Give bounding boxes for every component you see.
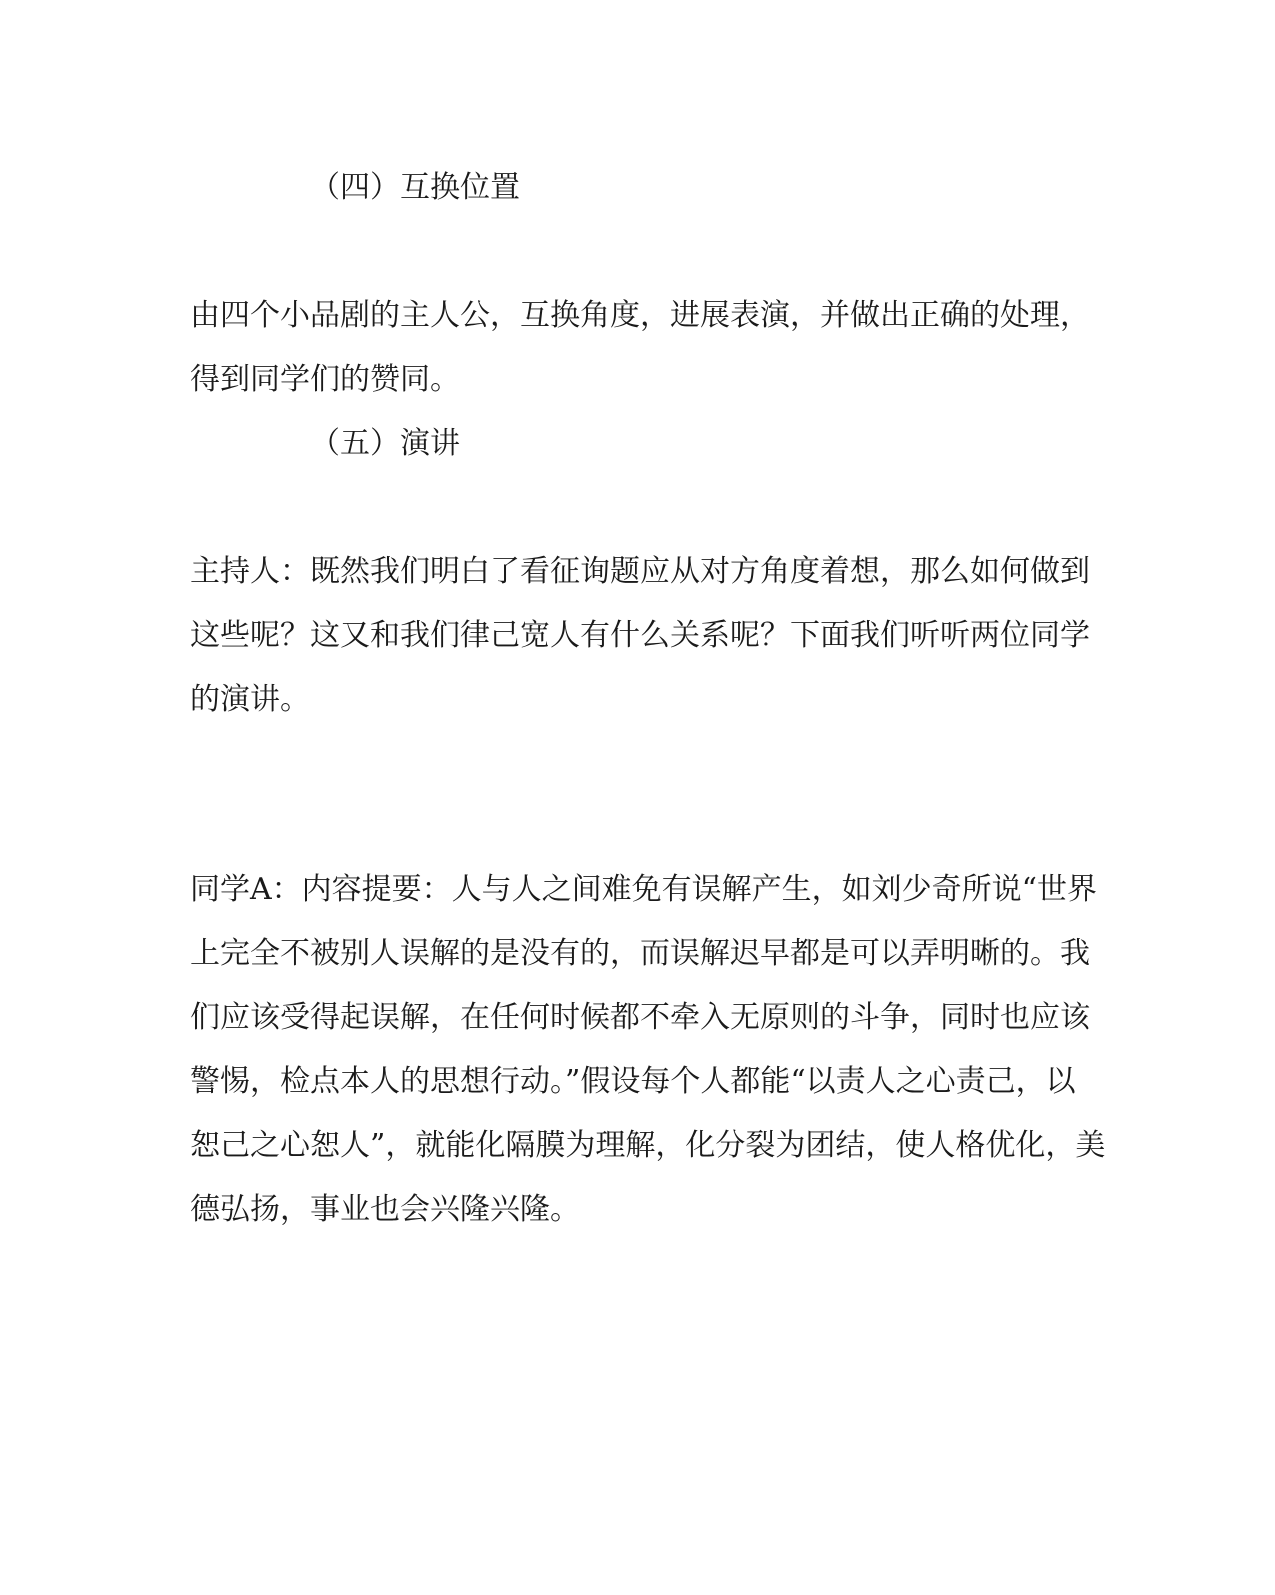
paragraph-line: 主持人：既然我们明白了看征询题应从对方角度着想，那么如何做到 bbox=[190, 554, 1090, 589]
paragraph-line: 这些呢？这又和我们律己宽人有什么关系呢？下面我们听听两位同学 bbox=[190, 618, 1090, 653]
section4-heading: （四）互换位置 bbox=[310, 170, 520, 205]
paragraph-line: 由四个小品剧的主人公，互换角度，进展表演，并做出正确的处理， bbox=[190, 298, 1090, 333]
section4-paragraph bbox=[190, 284, 1090, 412]
paragraph-line: 上完全不被别人误解的是没有的，而误解迟早都是可以弄明晰的。我 bbox=[190, 936, 1090, 971]
paragraph-line: 们应该受得起误解，在任何时候都不牵入无原则的斗争，同时也应该 bbox=[190, 1000, 1090, 1035]
paragraph-line: 恕己之心恕人”，就能化隔膜为理解，化分裂为团结，使人格优化，美 bbox=[190, 1128, 1106, 1163]
paragraph-line: 同学A：内容提要：人与人之间难免有误解产生，如刘少奇所说“世界 bbox=[190, 872, 1098, 907]
student-a-paragraph bbox=[190, 858, 1106, 1242]
paragraph-line: 得到同学们的赞同。 bbox=[190, 362, 460, 397]
paragraph-line: 德弘扬，事业也会兴隆兴隆。 bbox=[190, 1192, 580, 1227]
paragraph-line: 警惕，检点本人的思想行动。”假设每个人都能“以责人之心责己，以 bbox=[190, 1064, 1076, 1099]
section5-heading: （五）演讲 bbox=[310, 426, 460, 461]
paragraph-line: 的演讲。 bbox=[190, 682, 310, 717]
host-paragraph bbox=[190, 540, 1090, 732]
